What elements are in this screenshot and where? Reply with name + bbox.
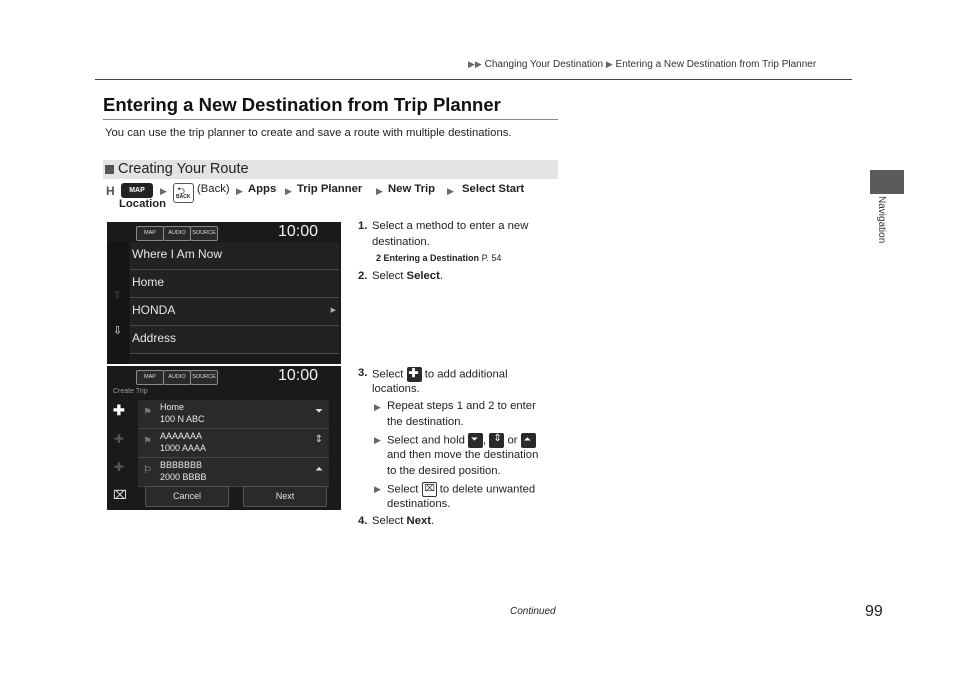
path-location: Location xyxy=(119,198,167,210)
step-3-text xyxy=(372,367,508,382)
delete-post: to delete unwanted xyxy=(439,483,536,496)
path-select-start: Select Start xyxy=(462,183,525,195)
step-2-pre: Select xyxy=(372,270,404,282)
list-item[interactable] xyxy=(130,270,339,298)
add-location-disabled-icon: ✚ xyxy=(114,432,125,446)
step-4-text xyxy=(372,515,434,527)
step-2-post: . xyxy=(439,270,443,282)
path-arrow-icon: ▶ xyxy=(447,186,454,196)
step-2-text xyxy=(372,270,443,282)
path-arrow-icon: ▶ xyxy=(285,186,292,196)
sub-step-hold-text-2: and then move the destination xyxy=(387,449,539,461)
reference-title: Entering a Destination xyxy=(383,253,480,263)
clock: 10:00 xyxy=(278,223,319,240)
clock: 10:00 xyxy=(278,367,319,384)
step-2-select-label: Select xyxy=(406,270,440,282)
delete-icon: ⌧ xyxy=(422,482,437,497)
path-apps: Apps xyxy=(248,183,277,195)
section-heading xyxy=(103,160,558,179)
scroll-down-arrow-icon[interactable]: ⇩ xyxy=(113,325,123,337)
audio-tab[interactable]: AUDIO xyxy=(163,370,191,385)
list-item-label: Home xyxy=(132,275,165,289)
sub-step-hold-text-3: to the desired position. xyxy=(387,465,501,477)
step-3-pre: Select xyxy=(372,368,404,381)
list-item-label: Address xyxy=(132,331,177,345)
hold-or: or xyxy=(507,434,518,447)
path-arrow-icon: ▶ xyxy=(160,186,167,196)
step-1-number: 1. xyxy=(358,220,368,232)
screen-topbar xyxy=(107,222,341,242)
create-trip-header: Create Trip xyxy=(113,388,148,395)
section-title: Creating Your Route xyxy=(118,161,249,177)
step-4-number: 4. xyxy=(358,515,368,527)
sub-step-arrow-icon: ▶ xyxy=(374,484,381,494)
chapter-tab[interactable] xyxy=(870,170,904,194)
back-key-icon xyxy=(173,183,194,203)
sub-step-text: Repeat steps 1 and 2 to enter xyxy=(387,400,536,412)
path-arrow-icon: ▶ xyxy=(376,186,383,196)
map-tab[interactable]: MAP xyxy=(136,226,164,241)
chevron-right-icon: ▶ xyxy=(330,307,336,314)
delete-icon[interactable]: ⌧ xyxy=(113,488,127,502)
trip-row[interactable] xyxy=(138,458,329,487)
sub-step-arrow-icon: ▶ xyxy=(374,402,381,412)
list-item-label: Where I Am Now xyxy=(132,247,223,261)
breadcrumb xyxy=(468,59,816,70)
audio-tab[interactable]: AUDIO xyxy=(163,226,191,241)
section-square-icon xyxy=(105,165,114,174)
cross-reference-link[interactable] xyxy=(376,253,501,263)
breadcrumb-part-1[interactable]: Changing Your Destination xyxy=(484,59,604,70)
trip-row-address: 1000 AAAA xyxy=(160,443,207,453)
back-arrow-icon: ⮌ xyxy=(177,186,186,197)
reference-page: P. 54 xyxy=(481,253,502,263)
sub-step-arrow-icon: ▶ xyxy=(374,435,381,445)
delete-pre: Select xyxy=(387,483,419,496)
next-button[interactable]: Next xyxy=(243,486,327,507)
trip-row-address: 100 N ABC xyxy=(160,414,205,424)
source-tab[interactable]: SOURCE xyxy=(190,226,218,241)
intro-text: You can use the trip planner to create and save a route with multiple destinations. xyxy=(105,127,512,139)
list-item[interactable] xyxy=(130,326,339,354)
path-trip-planner: Trip Planner xyxy=(297,183,363,195)
step-3-text-2: locations. xyxy=(372,383,420,395)
flag-icon: ⚑ xyxy=(143,407,152,418)
header-rule xyxy=(95,79,852,80)
page-number: 99 xyxy=(865,603,883,620)
step-4-post: . xyxy=(431,515,435,527)
sub-step-delete-text xyxy=(387,482,535,497)
hold-comma: , xyxy=(483,434,487,447)
add-location-disabled-icon: ✚ xyxy=(114,460,125,474)
trip-row-address: 2000 BBBB xyxy=(160,472,207,482)
step-1-text: Select a method to enter a new xyxy=(372,220,529,232)
trip-row-name: Home xyxy=(160,402,185,412)
list-item[interactable] xyxy=(130,242,339,270)
move-up-icon: ⏶ xyxy=(521,433,536,448)
scroll-up-arrow-icon: ⇧ xyxy=(113,290,122,301)
trip-row-name: AAAAAAA xyxy=(160,431,203,441)
source-tab[interactable]: SOURCE xyxy=(190,370,218,385)
move-up-down-icon[interactable]: ⇕ xyxy=(314,434,323,445)
add-location-icon[interactable]: ✚ xyxy=(113,402,125,418)
step-2-number: 2. xyxy=(358,270,368,282)
map-key-icon: MAP xyxy=(121,183,153,198)
checkered-flag-icon: ⚐ xyxy=(143,465,152,476)
back-label: (Back) xyxy=(197,183,230,195)
move-down-icon[interactable]: ⏷ xyxy=(315,406,323,417)
path-new-trip: New Trip xyxy=(388,183,436,195)
map-tab[interactable]: MAP xyxy=(136,370,164,385)
breadcrumb-part-2: Entering a New Destination from Trip Planner xyxy=(615,59,817,70)
step-3-post: to add additional xyxy=(424,368,508,381)
trip-row[interactable] xyxy=(138,429,329,458)
step-4-next-label: Next xyxy=(406,515,432,527)
trip-row-name: BBBBBBB xyxy=(160,460,203,470)
chapter-label xyxy=(866,195,896,261)
move-up-down-icon: ⇕ xyxy=(489,433,504,448)
page-title: Entering a New Destination from Trip Planner xyxy=(103,94,501,115)
breadcrumb-separator-icon: ▶ xyxy=(605,59,613,69)
cancel-button[interactable]: Cancel xyxy=(145,486,229,507)
sub-step-text-2: the destination. xyxy=(387,416,464,428)
list-item[interactable] xyxy=(130,298,339,326)
move-up-icon[interactable]: ⏶ xyxy=(315,464,323,475)
continued-label: Continued xyxy=(510,606,556,617)
hold-pre: Select and hold xyxy=(387,434,465,447)
path-arrow-icon: ▶ xyxy=(236,186,243,196)
screen-topbar xyxy=(107,366,341,386)
move-down-icon: ⏷ xyxy=(468,433,483,448)
sub-step-delete-text-2: destinations. xyxy=(387,498,451,510)
chapter-label-text: Navigation xyxy=(876,196,887,244)
list-item-label: HONDA xyxy=(132,303,176,317)
flag-icon: ⚑ xyxy=(143,436,152,447)
screenshot-create-trip xyxy=(107,366,341,510)
step-1-text-2: destination. xyxy=(372,236,430,248)
step-3-number: 3. xyxy=(358,367,368,379)
trip-row[interactable] xyxy=(138,400,329,429)
plus-icon: ✚ xyxy=(407,367,422,382)
sub-step-hold-text xyxy=(387,433,536,448)
home-icon: H xyxy=(106,184,115,198)
scroll-rail xyxy=(107,242,129,364)
back-key-label: BACK xyxy=(176,194,191,200)
step-4-pre: Select xyxy=(372,515,404,527)
reference-arrow-icon: 2 xyxy=(376,253,382,263)
breadcrumb-arrow-icon: ▶▶ xyxy=(468,59,482,69)
screenshot-destination-menu xyxy=(107,222,341,364)
title-rule xyxy=(103,119,558,120)
